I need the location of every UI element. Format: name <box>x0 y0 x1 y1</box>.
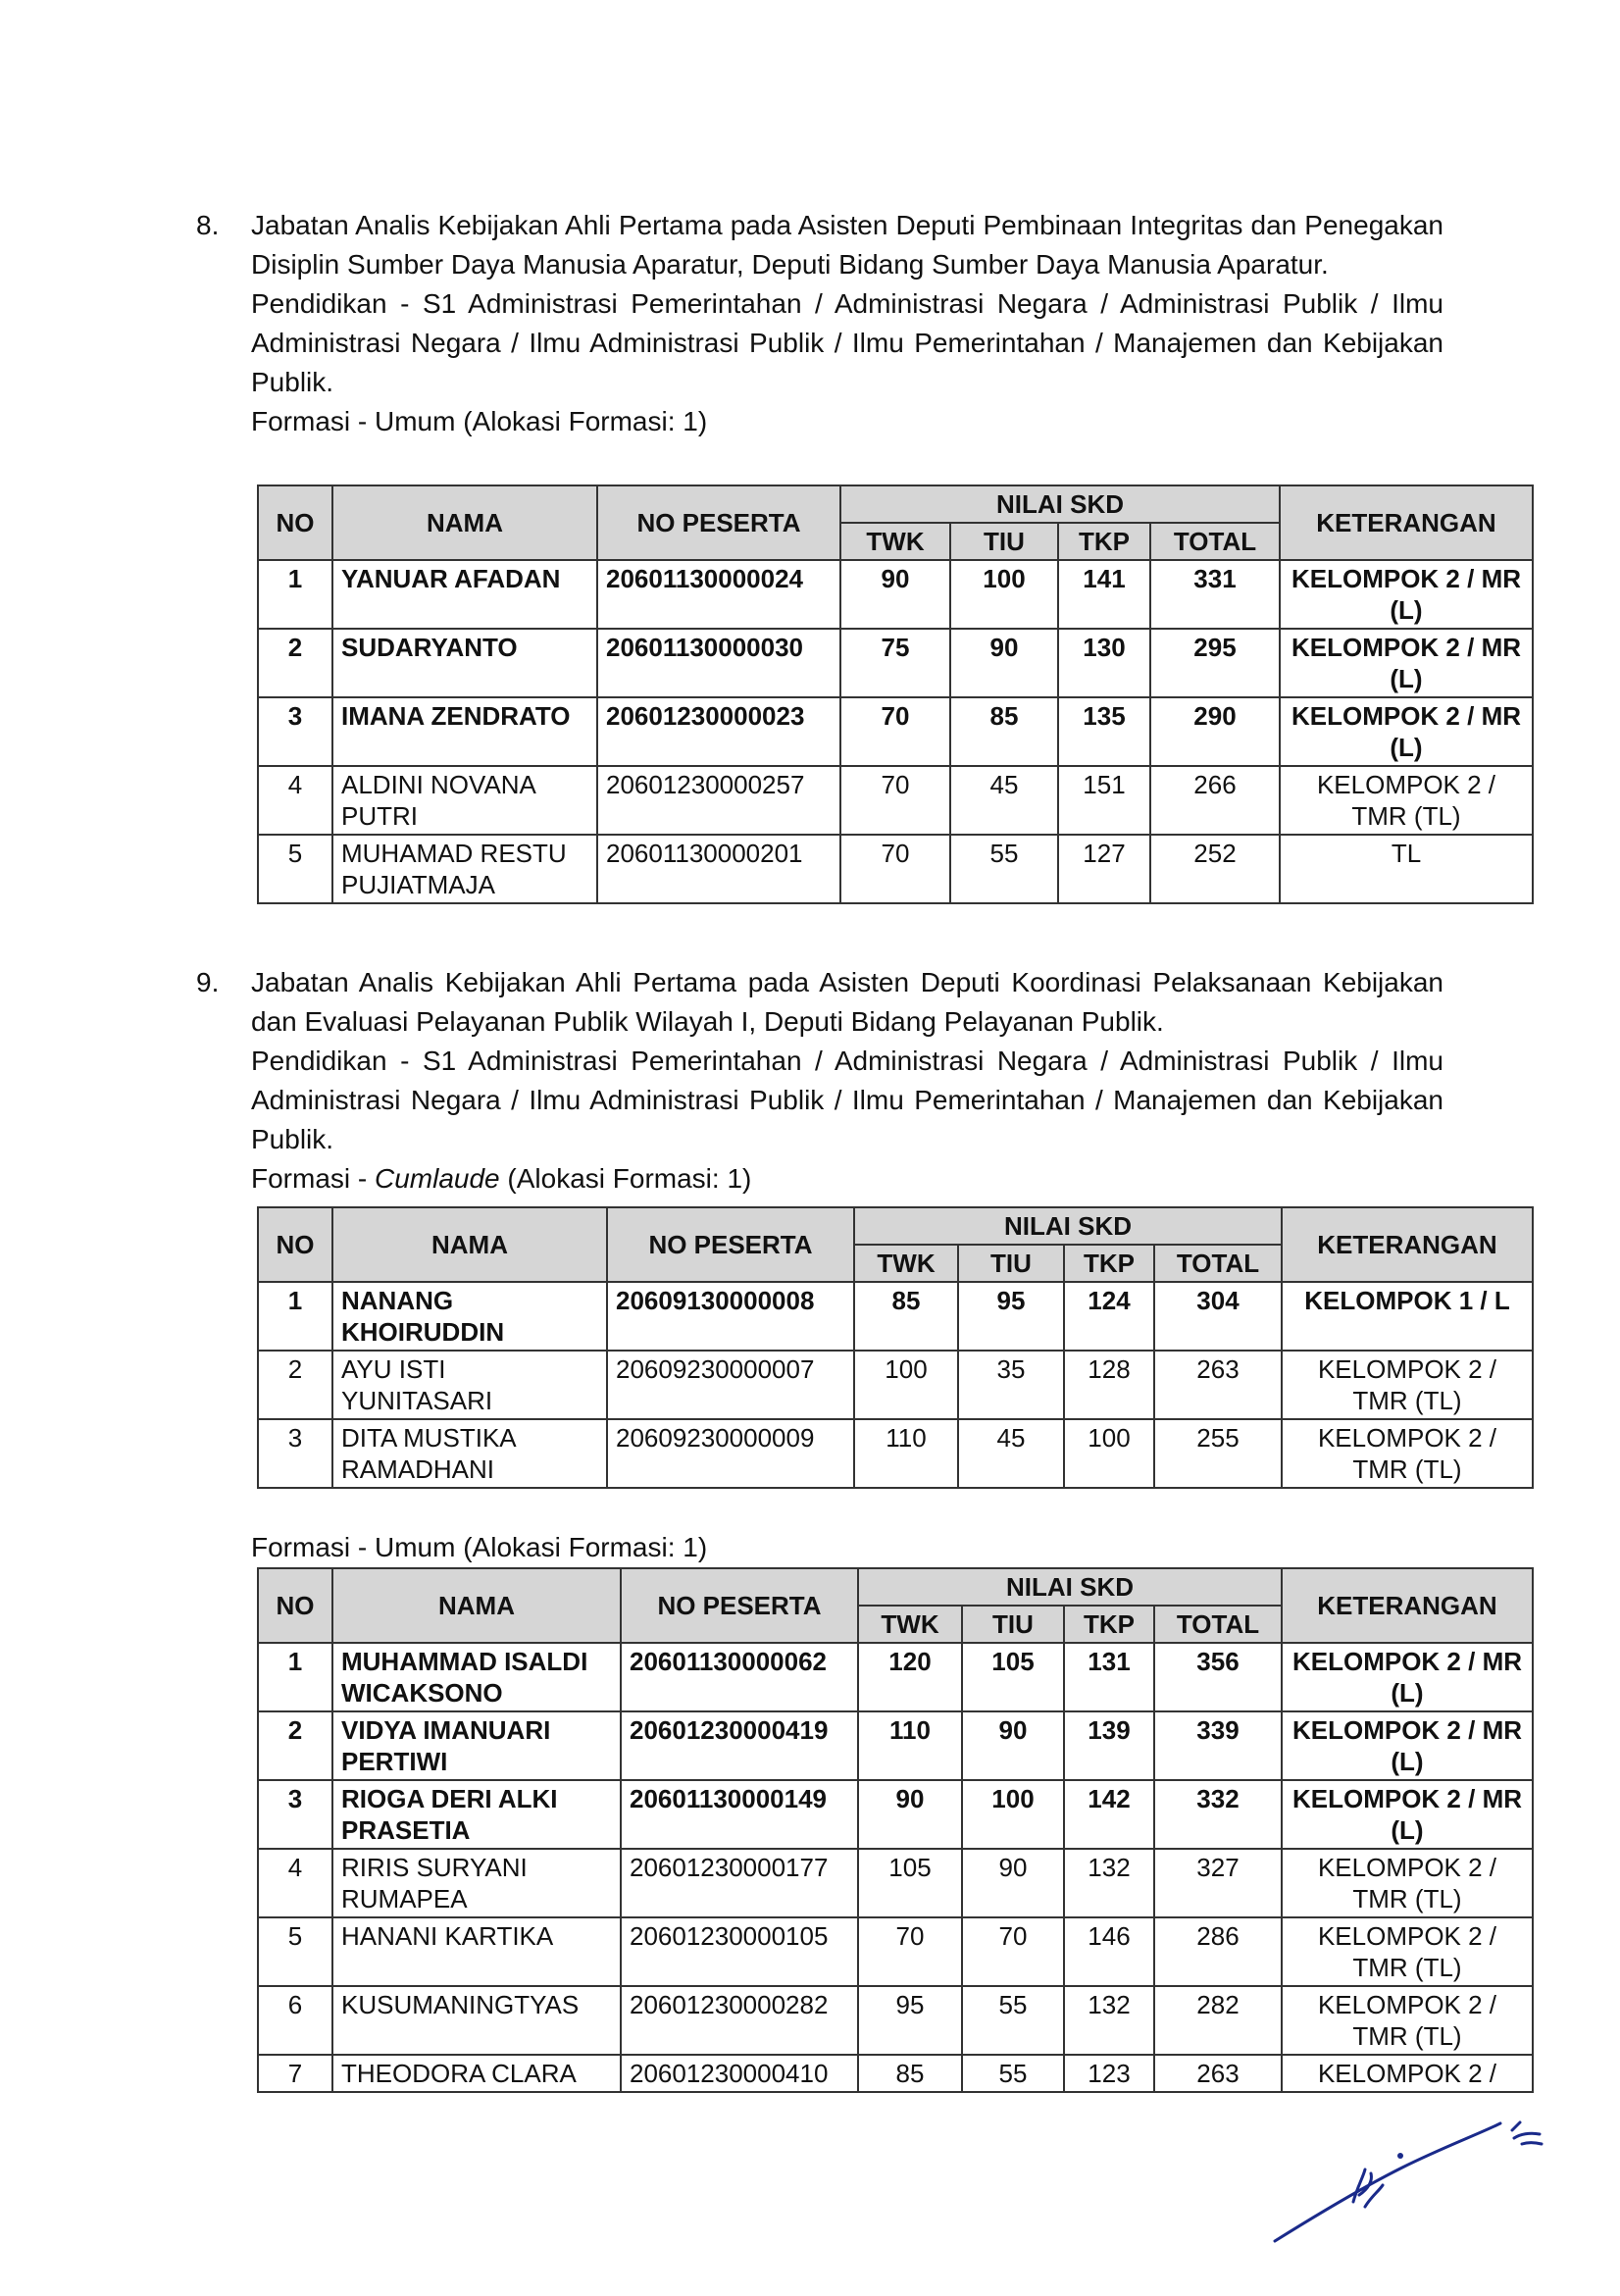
cell-nama: KUSUMANINGTYAS <box>332 1986 621 2055</box>
cell-total: 286 <box>1154 1917 1282 1986</box>
cell-twk: 85 <box>858 2055 962 2092</box>
cell-total: 266 <box>1150 766 1280 835</box>
cell-keterangan: KELOMPOK 2 / MR (L) <box>1282 1711 1533 1780</box>
cell-keterangan: KELOMPOK 2 / MR (L) <box>1282 1780 1533 1849</box>
table-row <box>258 629 1533 697</box>
cell-tkp: 132 <box>1064 1849 1154 1917</box>
header-keterangan: KETERANGAN <box>1280 485 1533 560</box>
cell-tiu: 90 <box>962 1711 1064 1780</box>
signature-mark <box>1255 2109 1549 2246</box>
header-no-peserta: NO PESERTA <box>597 485 840 560</box>
item-number: 8. <box>196 210 220 240</box>
cell-keterangan: TL <box>1280 835 1533 903</box>
cell-no: 7 <box>258 2055 332 2092</box>
cell-total: 332 <box>1154 1780 1282 1849</box>
header-tkp: TKP <box>1064 1606 1154 1643</box>
table-row <box>258 1282 1533 1351</box>
cell-keterangan: KELOMPOK 2 / TMR (TL) <box>1282 1986 1533 2055</box>
table-row <box>258 1917 1533 1986</box>
header-keterangan: KETERANGAN <box>1282 1207 1533 1282</box>
cell-tkp: 128 <box>1064 1351 1154 1419</box>
education-requirement: Pendidikan - S1 Administrasi Pemerintahan / Administrasi Negara / Administrasi Publik / Ilmu Administrasi Negara / Ilmu Administrasi Publik / Ilmu Pemerintahan / Manajemen dan Kebijakan Publik. <box>251 288 1443 397</box>
cell-twk: 70 <box>840 766 950 835</box>
table-row <box>258 1986 1533 2055</box>
cell-nama: VIDYA IMANUARI PERTIWI <box>332 1711 621 1780</box>
cell-tiu: 100 <box>950 560 1058 629</box>
cell-tkp: 100 <box>1064 1419 1154 1488</box>
cell-twk: 105 <box>858 1849 962 1917</box>
header-no: NO <box>258 1207 332 1282</box>
cell-keterangan: KELOMPOK 2 / TMR (TL) <box>1280 766 1533 835</box>
cell-keterangan: KELOMPOK 2 / MR (L) <box>1282 1643 1533 1711</box>
cell-twk: 90 <box>840 560 950 629</box>
header-nama: NAMA <box>332 485 597 560</box>
position-title: Jabatan Analis Kebijakan Ahli Pertama pada Asisten Deputi Pembinaan Integritas dan Penegakan Disiplin Sumber Daya Manusia Aparatur, Deputi Bidang Sumber Daya Manusia Aparatur. <box>251 210 1443 280</box>
cell-tiu: 95 <box>958 1282 1064 1351</box>
cell-tkp: 139 <box>1064 1711 1154 1780</box>
position-title: Jabatan Analis Kebijakan Ahli Pertama pada Asisten Deputi Koordinasi Pelaksanaan Kebijakan dan Evaluasi Pelayanan Publik Wilayah I, Deputi Bidang Pelayanan Publik. <box>251 967 1443 1037</box>
cell-nama: YANUAR AFADAN <box>332 560 597 629</box>
cell-no: 3 <box>258 697 332 766</box>
section-8-item <box>196 206 1443 402</box>
formation-label-umum: Formasi - Umum (Alokasi Formasi: 1) <box>251 1532 708 1562</box>
cell-no-peserta: 20601130000024 <box>597 560 840 629</box>
cell-tiu: 100 <box>962 1780 1064 1849</box>
header-no-peserta: NO PESERTA <box>607 1207 854 1282</box>
cell-no: 5 <box>258 1917 332 1986</box>
cell-tkp: 142 <box>1064 1780 1154 1849</box>
table-row <box>258 1419 1533 1488</box>
table-row <box>258 1849 1533 1917</box>
cell-tkp: 141 <box>1058 560 1150 629</box>
section-8 <box>196 206 1443 441</box>
cell-keterangan: KELOMPOK 2 / MR (L) <box>1280 560 1533 629</box>
cell-tiu: 55 <box>950 835 1058 903</box>
header-tkp: TKP <box>1058 523 1150 560</box>
cell-tiu: 45 <box>950 766 1058 835</box>
cell-no: 1 <box>258 560 332 629</box>
cell-keterangan: KELOMPOK 2 / TMR (TL) <box>1282 1351 1533 1419</box>
cell-no: 3 <box>258 1419 332 1488</box>
score-table-9-cumlaude <box>257 1206 1534 1489</box>
section-9-item <box>196 963 1443 1159</box>
header-tiu: TIU <box>950 523 1058 560</box>
cell-tiu: 90 <box>962 1849 1064 1917</box>
cell-tkp: 151 <box>1058 766 1150 835</box>
cell-twk: 70 <box>858 1917 962 1986</box>
cell-nama: RIOGA DERI ALKI PRASETIA <box>332 1780 621 1849</box>
cell-total: 282 <box>1154 1986 1282 2055</box>
cell-nama: MUHAMAD RESTU PUJIATMAJA <box>332 835 597 903</box>
cell-tiu: 35 <box>958 1351 1064 1419</box>
cell-tkp: 132 <box>1064 1986 1154 2055</box>
cell-twk: 70 <box>840 835 950 903</box>
cell-no-peserta: 20601230000105 <box>621 1917 858 1986</box>
cell-no-peserta: 20601230000419 <box>621 1711 858 1780</box>
cell-no: 6 <box>258 1986 332 2055</box>
section-9-formasi-umum <box>196 1528 1443 1567</box>
cell-no-peserta: 20601130000062 <box>621 1643 858 1711</box>
header-twk: TWK <box>858 1606 962 1643</box>
formation-label: Formasi - Umum (Alokasi Formasi: 1) <box>251 406 708 436</box>
header-twk: TWK <box>840 523 950 560</box>
table-row <box>258 1643 1533 1711</box>
cell-keterangan: KELOMPOK 2 / TMR (TL) <box>1282 1917 1533 1986</box>
cell-nama: MUHAMMAD ISALDI WICAKSONO <box>332 1643 621 1711</box>
table-row <box>258 560 1533 629</box>
cell-no-peserta: 20609130000008 <box>607 1282 854 1351</box>
cell-tiu: 85 <box>950 697 1058 766</box>
cell-no-peserta: 20601130000030 <box>597 629 840 697</box>
cell-nama: IMANA ZENDRATO <box>332 697 597 766</box>
cell-tiu: 55 <box>962 1986 1064 2055</box>
cell-no-peserta: 20609230000009 <box>607 1419 854 1488</box>
header-nilai-skd: NILAI SKD <box>854 1207 1282 1245</box>
cell-no-peserta: 20609230000007 <box>607 1351 854 1419</box>
header-no: NO <box>258 485 332 560</box>
cell-total: 295 <box>1150 629 1280 697</box>
header-nama: NAMA <box>332 1207 607 1282</box>
cell-total: 339 <box>1154 1711 1282 1780</box>
cell-tkp: 146 <box>1064 1917 1154 1986</box>
cell-nama: NANANG KHOIRUDDIN <box>332 1282 607 1351</box>
cell-keterangan: KELOMPOK 1 / L <box>1282 1282 1533 1351</box>
cell-tkp: 130 <box>1058 629 1150 697</box>
table-row <box>258 2055 1533 2092</box>
cell-twk: 75 <box>840 629 950 697</box>
cell-total: 263 <box>1154 2055 1282 2092</box>
cell-nama: SUDARYANTO <box>332 629 597 697</box>
header-nilai-skd: NILAI SKD <box>858 1568 1282 1606</box>
cell-no-peserta: 20601130000149 <box>621 1780 858 1849</box>
cell-total: 327 <box>1154 1849 1282 1917</box>
cell-twk: 120 <box>858 1643 962 1711</box>
cell-no: 2 <box>258 1711 332 1780</box>
header-keterangan: KETERANGAN <box>1282 1568 1533 1643</box>
cell-nama: AYU ISTI YUNITASARI <box>332 1351 607 1419</box>
cell-tkp: 135 <box>1058 697 1150 766</box>
cell-no: 3 <box>258 1780 332 1849</box>
cell-no: 1 <box>258 1282 332 1351</box>
cell-tiu: 90 <box>950 629 1058 697</box>
cell-no-peserta: 20601230000410 <box>621 2055 858 2092</box>
cell-nama: HANANI KARTIKA <box>332 1917 621 1986</box>
cell-twk: 110 <box>854 1419 958 1488</box>
header-total: TOTAL <box>1154 1245 1282 1282</box>
cell-twk: 90 <box>858 1780 962 1849</box>
education-requirement: Pendidikan - S1 Administrasi Pemerintahan / Administrasi Negara / Administrasi Publik / Ilmu Administrasi Negara / Ilmu Administrasi Publik / Ilmu Pemerintahan / Manajemen dan Kebijakan Publik. <box>251 1046 1443 1154</box>
header-total: TOTAL <box>1154 1606 1282 1643</box>
cell-no: 4 <box>258 766 332 835</box>
table-row <box>258 1711 1533 1780</box>
cell-tkp: 123 <box>1064 2055 1154 2092</box>
table-row <box>258 1351 1533 1419</box>
cell-nama: ALDINI NOVANA PUTRI <box>332 766 597 835</box>
cell-keterangan: KELOMPOK 2 / MR (L) <box>1280 697 1533 766</box>
header-total: TOTAL <box>1150 523 1280 560</box>
cell-tkp: 124 <box>1064 1282 1154 1351</box>
score-table-8 <box>257 485 1534 904</box>
cell-no-peserta: 20601230000257 <box>597 766 840 835</box>
header-tiu: TIU <box>962 1606 1064 1643</box>
table-row <box>258 1780 1533 1849</box>
cell-nama: RIRIS SURYANI RUMAPEA <box>332 1849 621 1917</box>
score-table-9-umum <box>257 1567 1534 2093</box>
cell-keterangan: KELOMPOK 2 / TMR (TL) <box>1282 1849 1533 1917</box>
cell-keterangan: KELOMPOK 2 / TMR (TL) <box>1282 1419 1533 1488</box>
cell-no: 1 <box>258 1643 332 1711</box>
cell-no-peserta: 20601130000201 <box>597 835 840 903</box>
cell-nama: THEODORA CLARA <box>332 2055 621 2092</box>
cell-total: 255 <box>1154 1419 1282 1488</box>
formation-label-cumlaude: Formasi - Cumlaude (Alokasi Formasi: 1) <box>251 1163 752 1194</box>
header-no: NO <box>258 1568 332 1643</box>
cell-total: 331 <box>1150 560 1280 629</box>
cell-tiu: 105 <box>962 1643 1064 1711</box>
cell-no-peserta: 20601230000023 <box>597 697 840 766</box>
cell-total: 290 <box>1150 697 1280 766</box>
cell-total: 304 <box>1154 1282 1282 1351</box>
cell-twk: 100 <box>854 1351 958 1419</box>
cell-twk: 85 <box>854 1282 958 1351</box>
cell-no: 2 <box>258 629 332 697</box>
table-row <box>258 697 1533 766</box>
cell-total: 252 <box>1150 835 1280 903</box>
cell-no: 4 <box>258 1849 332 1917</box>
cell-keterangan: KELOMPOK 2 / <box>1282 2055 1533 2092</box>
cell-total: 263 <box>1154 1351 1282 1419</box>
cell-nama: DITA MUSTIKA RAMADHANI <box>332 1419 607 1488</box>
cell-no: 2 <box>258 1351 332 1419</box>
header-tiu: TIU <box>958 1245 1064 1282</box>
cell-no-peserta: 20601230000177 <box>621 1849 858 1917</box>
cell-keterangan: KELOMPOK 2 / MR (L) <box>1280 629 1533 697</box>
cell-no-peserta: 20601230000282 <box>621 1986 858 2055</box>
cell-twk: 95 <box>858 1986 962 2055</box>
table-row <box>258 766 1533 835</box>
cell-tkp: 127 <box>1058 835 1150 903</box>
header-nilai-skd: NILAI SKD <box>840 485 1280 523</box>
header-twk: TWK <box>854 1245 958 1282</box>
cell-tiu: 55 <box>962 2055 1064 2092</box>
header-no-peserta: NO PESERTA <box>621 1568 858 1643</box>
cell-tiu: 70 <box>962 1917 1064 1986</box>
table-row <box>258 835 1533 903</box>
cell-twk: 110 <box>858 1711 962 1780</box>
cell-no: 5 <box>258 835 332 903</box>
cell-tiu: 45 <box>958 1419 1064 1488</box>
item-number: 9. <box>196 967 220 997</box>
cell-tkp: 131 <box>1064 1643 1154 1711</box>
cell-twk: 70 <box>840 697 950 766</box>
section-9 <box>196 963 1443 1199</box>
cell-total: 356 <box>1154 1643 1282 1711</box>
header-nama: NAMA <box>332 1568 621 1643</box>
header-tkp: TKP <box>1064 1245 1154 1282</box>
